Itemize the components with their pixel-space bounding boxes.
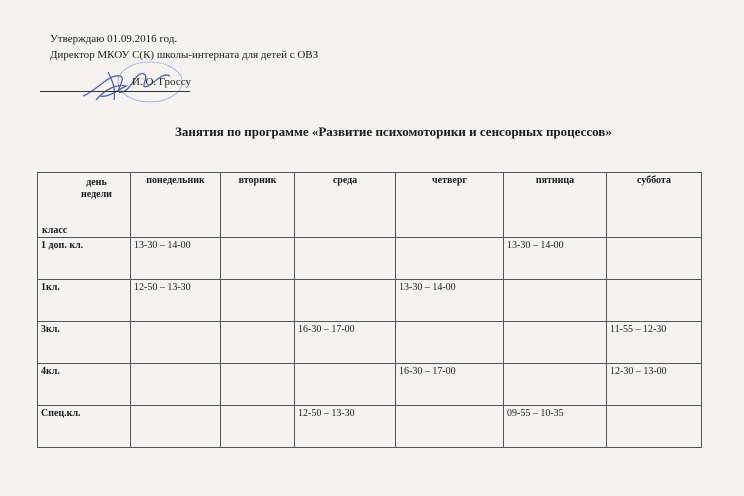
class-cell: 4кл.	[38, 364, 131, 406]
time-cell	[396, 406, 504, 448]
time-cell: 12-30 – 13-00	[607, 364, 702, 406]
time-cell	[295, 280, 396, 322]
approval-block	[50, 31, 318, 63]
table-row	[38, 406, 702, 448]
corner-label-day: день	[86, 177, 107, 188]
day-header: пятница	[504, 173, 607, 238]
time-cell	[131, 406, 221, 448]
page-title: Занятия по программе «Развитие психомоторики и сенсорных процессов»	[175, 124, 612, 139]
time-cell: 13-30 – 14-00	[396, 280, 504, 322]
time-cell	[607, 406, 702, 448]
time-cell	[221, 364, 295, 406]
time-cell	[221, 238, 295, 280]
time-cell	[504, 322, 607, 364]
time-cell	[504, 280, 607, 322]
table-header-row	[38, 173, 702, 238]
approval-line: Утверждаю 01.09.2016 год.	[50, 33, 178, 45]
time-cell	[504, 364, 607, 406]
time-cell: 16-30 – 17-00	[295, 322, 396, 364]
class-cell: 1кл.	[38, 280, 131, 322]
time-cell	[221, 322, 295, 364]
time-cell: 09-55 – 10-35	[504, 406, 607, 448]
table-row	[38, 280, 702, 322]
corner-label-week: недели	[81, 189, 112, 200]
table-row	[38, 322, 702, 364]
class-cell: Спец.кл.	[38, 406, 131, 448]
signer-name: И. О. Гроссу	[132, 76, 191, 88]
time-cell	[607, 238, 702, 280]
table-row	[38, 238, 702, 280]
time-cell	[396, 322, 504, 364]
time-cell	[607, 280, 702, 322]
time-cell	[131, 364, 221, 406]
time-cell: 16-30 – 17-00	[396, 364, 504, 406]
schedule-table	[37, 172, 702, 448]
signature-line	[40, 91, 190, 92]
day-header: среда	[295, 173, 396, 238]
time-cell: 12-50 – 13-30	[131, 280, 221, 322]
class-cell: 3кл.	[38, 322, 131, 364]
day-header: вторник	[221, 173, 295, 238]
time-cell	[295, 238, 396, 280]
day-header: понедельник	[131, 173, 221, 238]
corner-label-class: класс	[42, 225, 68, 236]
time-cell: 13-30 – 14-00	[131, 238, 221, 280]
time-cell: 11-55 – 12-30	[607, 322, 702, 364]
time-cell: 12-50 – 13-30	[295, 406, 396, 448]
time-cell	[295, 364, 396, 406]
time-cell	[131, 322, 221, 364]
day-header: суббота	[607, 173, 702, 238]
time-cell	[221, 406, 295, 448]
corner-cell	[38, 173, 131, 238]
day-header: четверг	[396, 173, 504, 238]
class-cell: 1 доп. кл.	[38, 238, 131, 280]
table-row	[38, 364, 702, 406]
director-line: Директор МКОУ С(К) школы-интерната для детей с ОВЗ	[50, 49, 319, 61]
time-cell	[221, 280, 295, 322]
time-cell	[396, 238, 504, 280]
time-cell: 13-30 – 14-00	[504, 238, 607, 280]
